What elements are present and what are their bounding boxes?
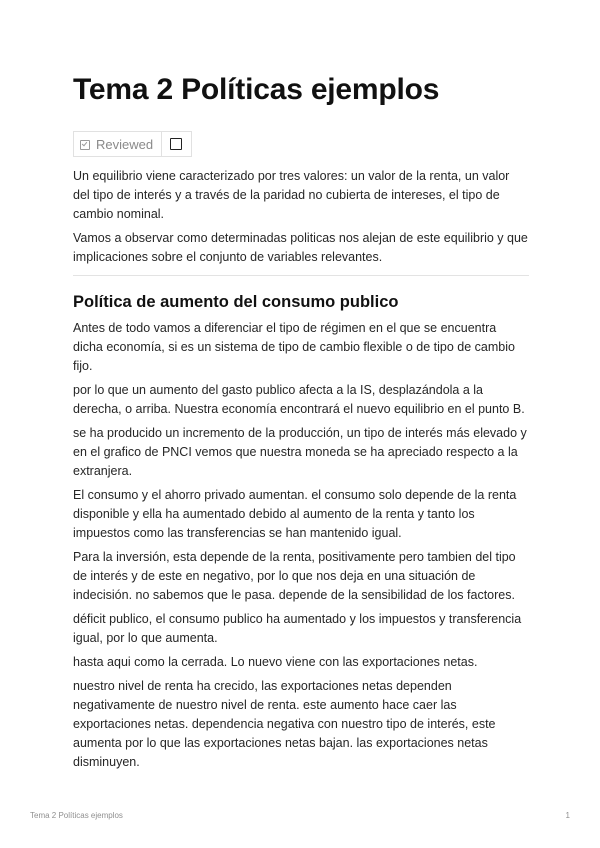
section (73, 291, 529, 772)
footer-page-number: 1 (565, 811, 570, 820)
body-paragraph: déficit publico, el consumo publico ha aumentado y los impuestos y transferencia igual, por lo que aumenta. (73, 612, 522, 645)
divider (73, 275, 529, 276)
intro-paragraph: Vamos a observar como determinadas politicas nos alejan de este equilibrio y que implicaciones sobre el conjunto de variables relevantes. (73, 231, 528, 264)
property-name (74, 132, 162, 156)
section-heading: Política de aumento del consumo publico (73, 293, 399, 311)
body-paragraph: El consumo y el ahorro privado aumentan. el consumo solo depende de la renta disponible y ella ha aumentado debido al aumento de la renta y tanto los impuestos como las transferencias se han mantenido igual. (73, 488, 517, 540)
body-paragraph: hasta aqui como la cerrada. Lo nuevo viene con las exportaciones netas. (73, 655, 478, 669)
body-paragraph: Antes de todo vamos a diferenciar el tipo de régimen en el que se encuentra dicha economía, si es un sistema de tipo de cambio flexible o de tipo de cambio fijo. (73, 321, 515, 373)
page-title: Tema 2 Políticas ejemplos (73, 73, 440, 106)
checkbox-property-icon (80, 140, 90, 150)
reviewed-checkbox[interactable] (170, 138, 182, 150)
body-paragraph: nuestro nivel de renta ha crecido, las exportaciones netas dependen negativamente de nuestro nivel de renta. este aumento hace caer las exportaciones netas. dependencia negativa con nuestro tipo de interés, este aumenta por lo que las exportaciones netas bajan. las exportaciones netas disminuyen. (73, 679, 496, 769)
body-paragraph: por lo que un aumento del gasto publico afecta a la IS, desplazándola a la derecha, o arriba. Nuestra economía encontrará el nuevo equilibrio en el punto B. (73, 383, 525, 416)
document-page (73, 70, 529, 772)
property-value (162, 132, 191, 156)
property-label: Reviewed (96, 136, 154, 152)
body-paragraph: Para la inversión, esta depende de la renta, positivamente pero tambien del tipo de interés y de este en negativo, por lo que nos deja en una situación de indecisión. no sabemos que le pasa. depende de la sensibilidad de los factores. (73, 550, 516, 602)
property-row (73, 131, 192, 157)
body-paragraph: se ha producido un incremento de la producción, un tipo de interés más elevado y en el grafico de PNCI vemos que nuestra moneda se ha apreciado respecto a la extranjera. (73, 426, 527, 478)
footer-title: Tema 2 Políticas ejemplos (30, 811, 123, 820)
intro-paragraph: Un equilibrio viene caracterizado por tres valores: un valor de la renta, un valor del tipo de interés y a través de la paridad no cubierta de intereses, el tipo de cambio nominal. (73, 169, 510, 221)
